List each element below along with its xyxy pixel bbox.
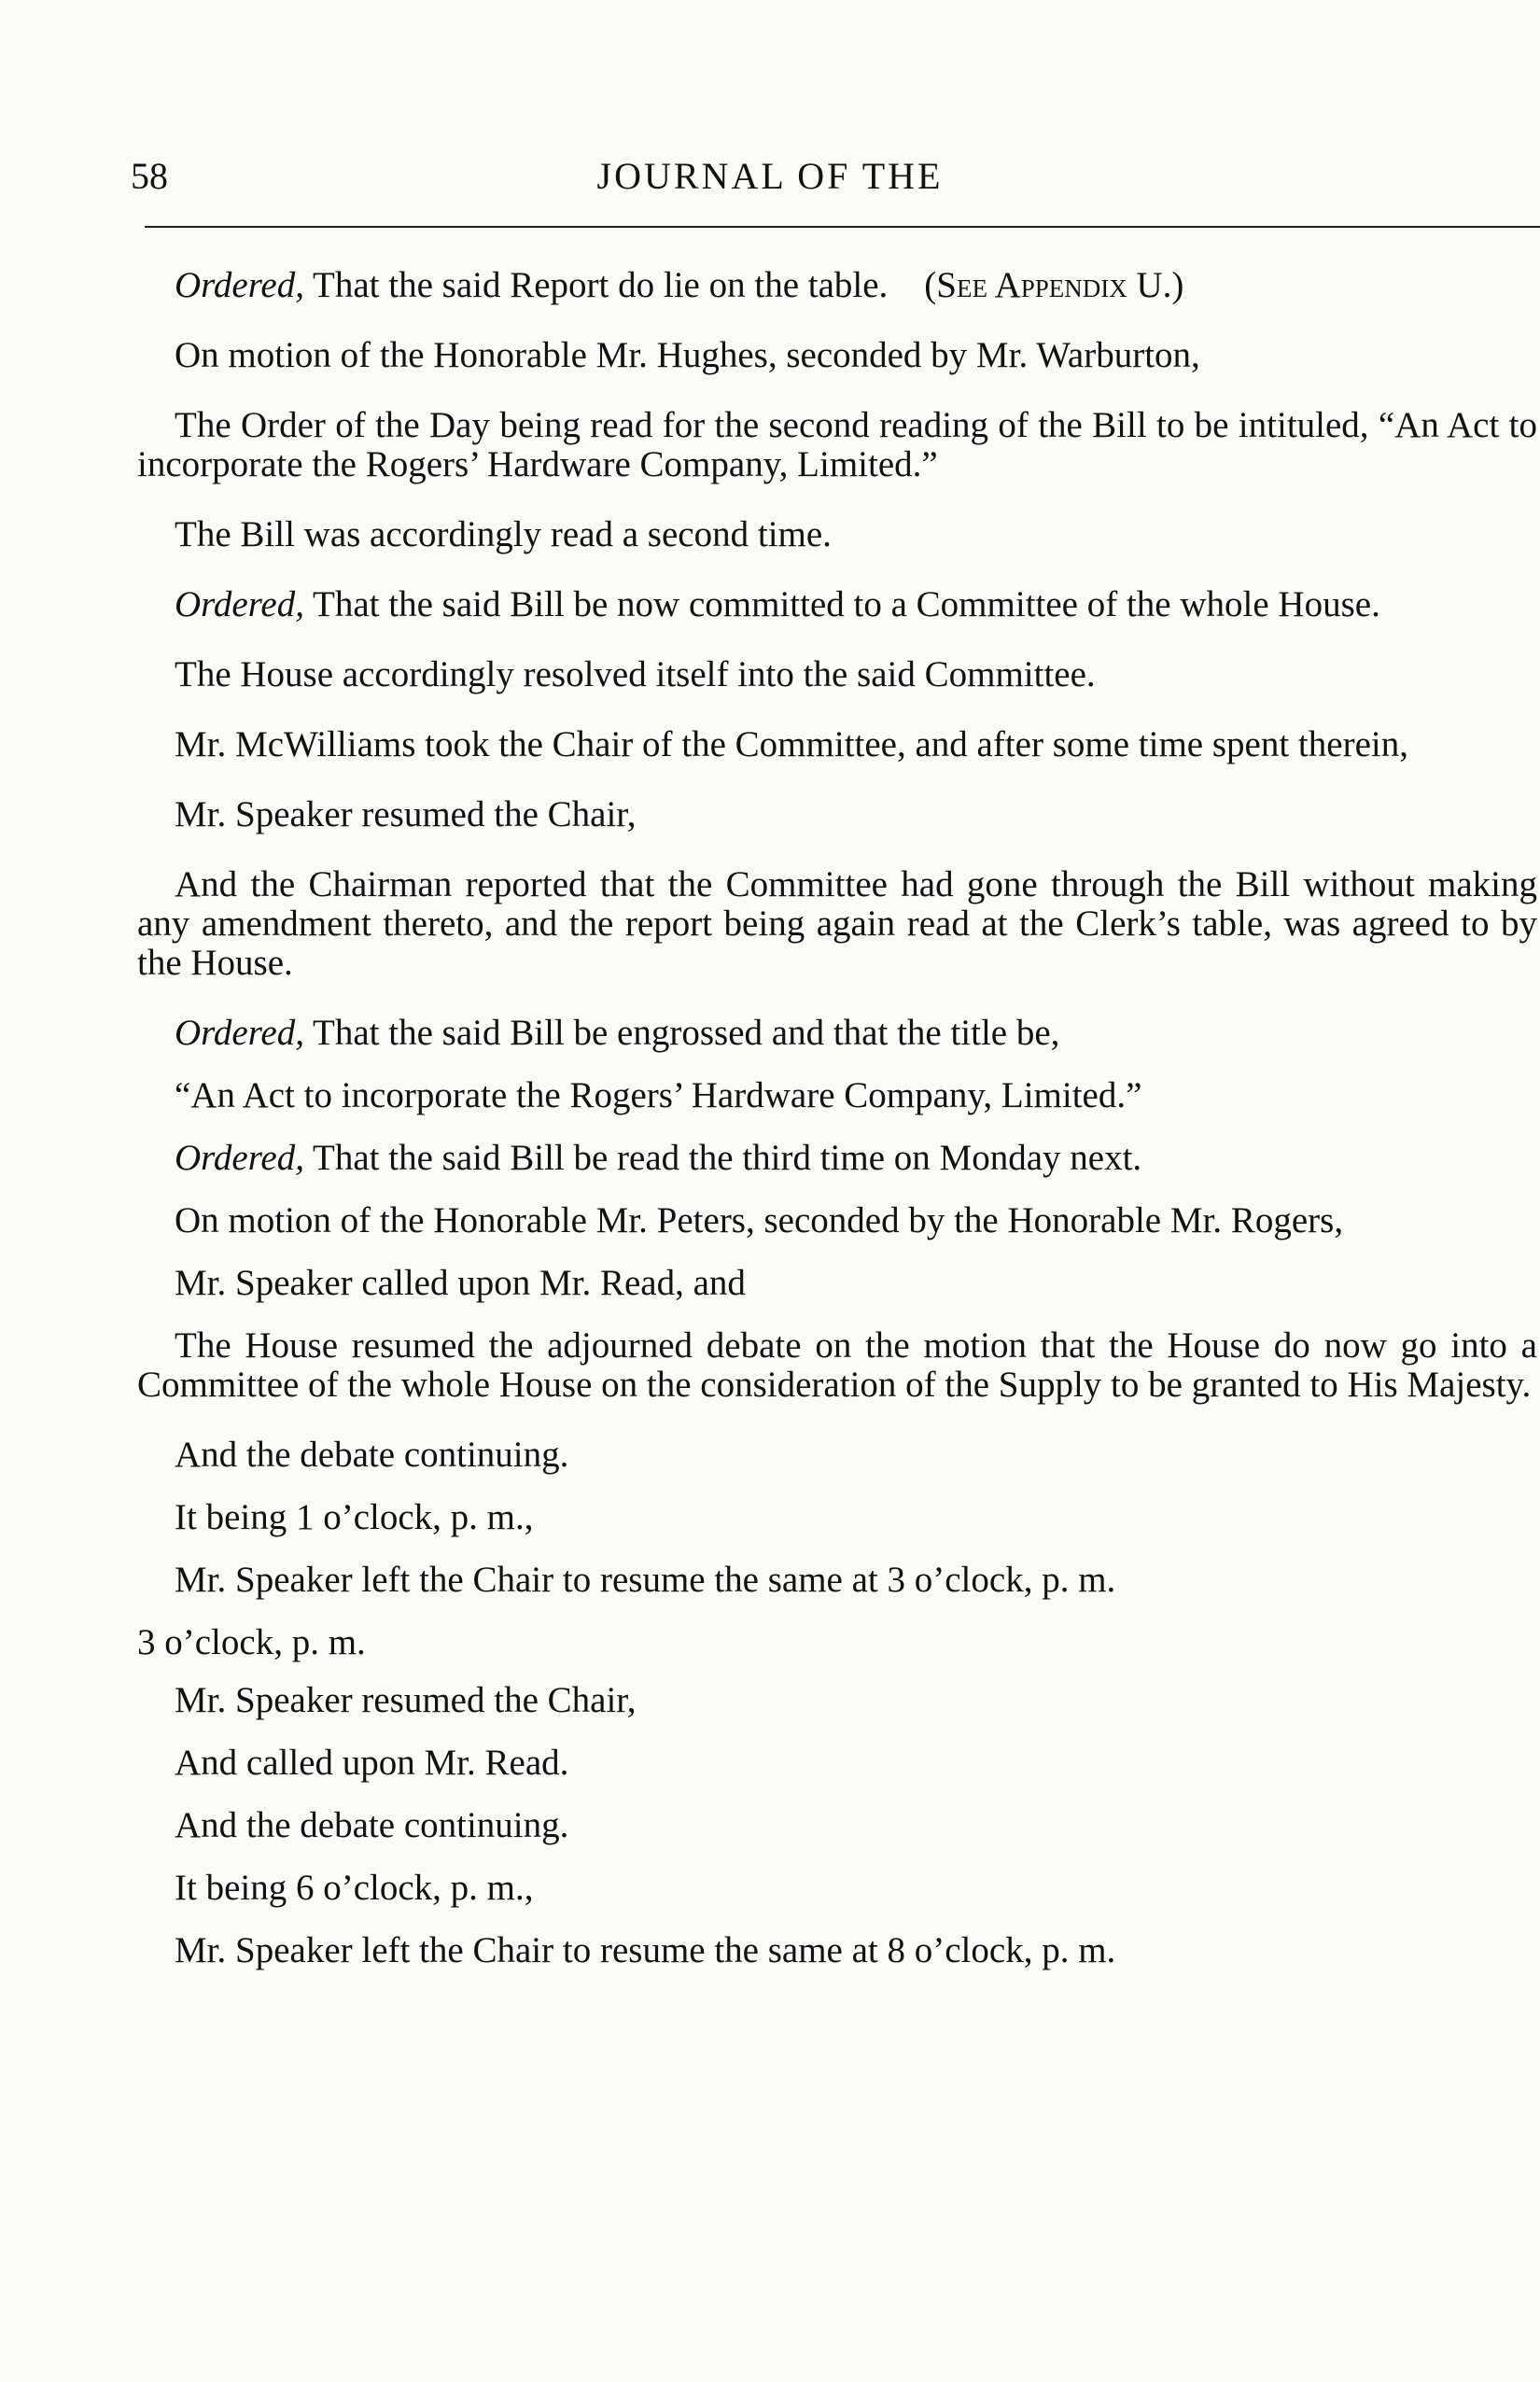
paragraph-text: That the said Bill be engrossed and that the title be, <box>304 1013 1060 1053</box>
paragraph-speaker-left-eight: Mr. Speaker left the Chair to resume the same at 8 o’clock, p. m. <box>175 1930 1116 1970</box>
paragraph-engrossed <box>137 1014 1537 1053</box>
paragraph-adjourned-debate: The House resumed the adjourned debate on the motion that the House do now go into a Committee of the whole House on the consideration of the Supply to be granted to His Majesty. <box>137 1325 1537 1405</box>
paragraph-committed <box>137 585 1537 624</box>
ordered-label: Ordered, <box>175 1013 304 1053</box>
paragraph-order-of-day: The Order of the Day being read for the second reading of the Bill to be intituled, “An Act to incorporate the Rogers’ Hardware Company, Limited.” <box>137 405 1537 484</box>
paragraph-debate-continuing-2: And the debate continuing. <box>175 1805 569 1845</box>
header-rule <box>145 226 1540 228</box>
paragraph-motion-peters: On motion of the Honorable Mr. Peters, seconded by the Honorable Mr. Rogers, <box>175 1200 1344 1240</box>
paragraph-report-table <box>137 266 1537 305</box>
paragraph-second-reading: The Bill was accordingly read a second time. <box>175 514 832 554</box>
running-head: JOURNAL OF THE <box>596 155 944 197</box>
paragraph-text: That the said Bill be read the third time on Monday next. <box>304 1138 1142 1178</box>
paragraph-called-upon-read: Mr. Speaker called upon Mr. Read, and <box>175 1263 746 1303</box>
paragraph-motion-hughes: On motion of the Honorable Mr. Hughes, seconded by Mr. Warburton, <box>175 335 1200 375</box>
paragraph-chairman-reported: And the Chairman reported that the Committee had gone through the Bill without making any amendment thereto, and the report being again read at the Clerk’s table, was agreed to by the House. <box>137 864 1537 983</box>
time-heading: 3 o’clock, p. m. <box>137 1622 366 1662</box>
paragraph-bill-title: “An Act to incorporate the Rogers’ Hardware Company, Limited.” <box>175 1075 1142 1115</box>
paragraph-debate-continuing: And the debate continuing. <box>175 1435 569 1475</box>
paragraph-speaker-left-three: Mr. Speaker left the Chair to resume the same at 3 o’clock, p. m. <box>175 1560 1116 1600</box>
paragraph-speaker-resumed-chair: Mr. Speaker resumed the Chair, <box>175 1680 637 1720</box>
ordered-label: Ordered, <box>175 584 304 624</box>
page-number: 58 <box>131 155 168 197</box>
paragraph-speaker-resumed: Mr. Speaker resumed the Chair, <box>175 794 637 834</box>
paragraph-called-read: And called upon Mr. Read. <box>175 1743 569 1783</box>
paragraph-mcwilliams-chair: Mr. McWilliams took the Chair of the Committee, and after some time spent therein, <box>175 724 1408 764</box>
ordered-label: Ordered, <box>175 265 304 305</box>
paragraph-one-oclock: It being 1 o’clock, p. m., <box>175 1497 534 1537</box>
journal-text <box>137 266 1537 1994</box>
paragraph-third-reading <box>137 1139 1537 1178</box>
paragraph-resolved-committee: The House accordingly resolved itself into the said Committee. <box>175 654 1096 694</box>
paragraph-text: U.) <box>1127 265 1184 305</box>
appendix-reference: See Appendix <box>936 265 1127 305</box>
paragraph-six-oclock: It being 6 o’clock, p. m., <box>175 1868 534 1908</box>
ordered-label: Ordered, <box>175 1138 304 1178</box>
paragraph-text: That the said Bill be now committed to a Committee of the whole House. <box>304 584 1380 624</box>
paragraph-text: That the said Report do lie on the table. ( <box>304 265 937 305</box>
